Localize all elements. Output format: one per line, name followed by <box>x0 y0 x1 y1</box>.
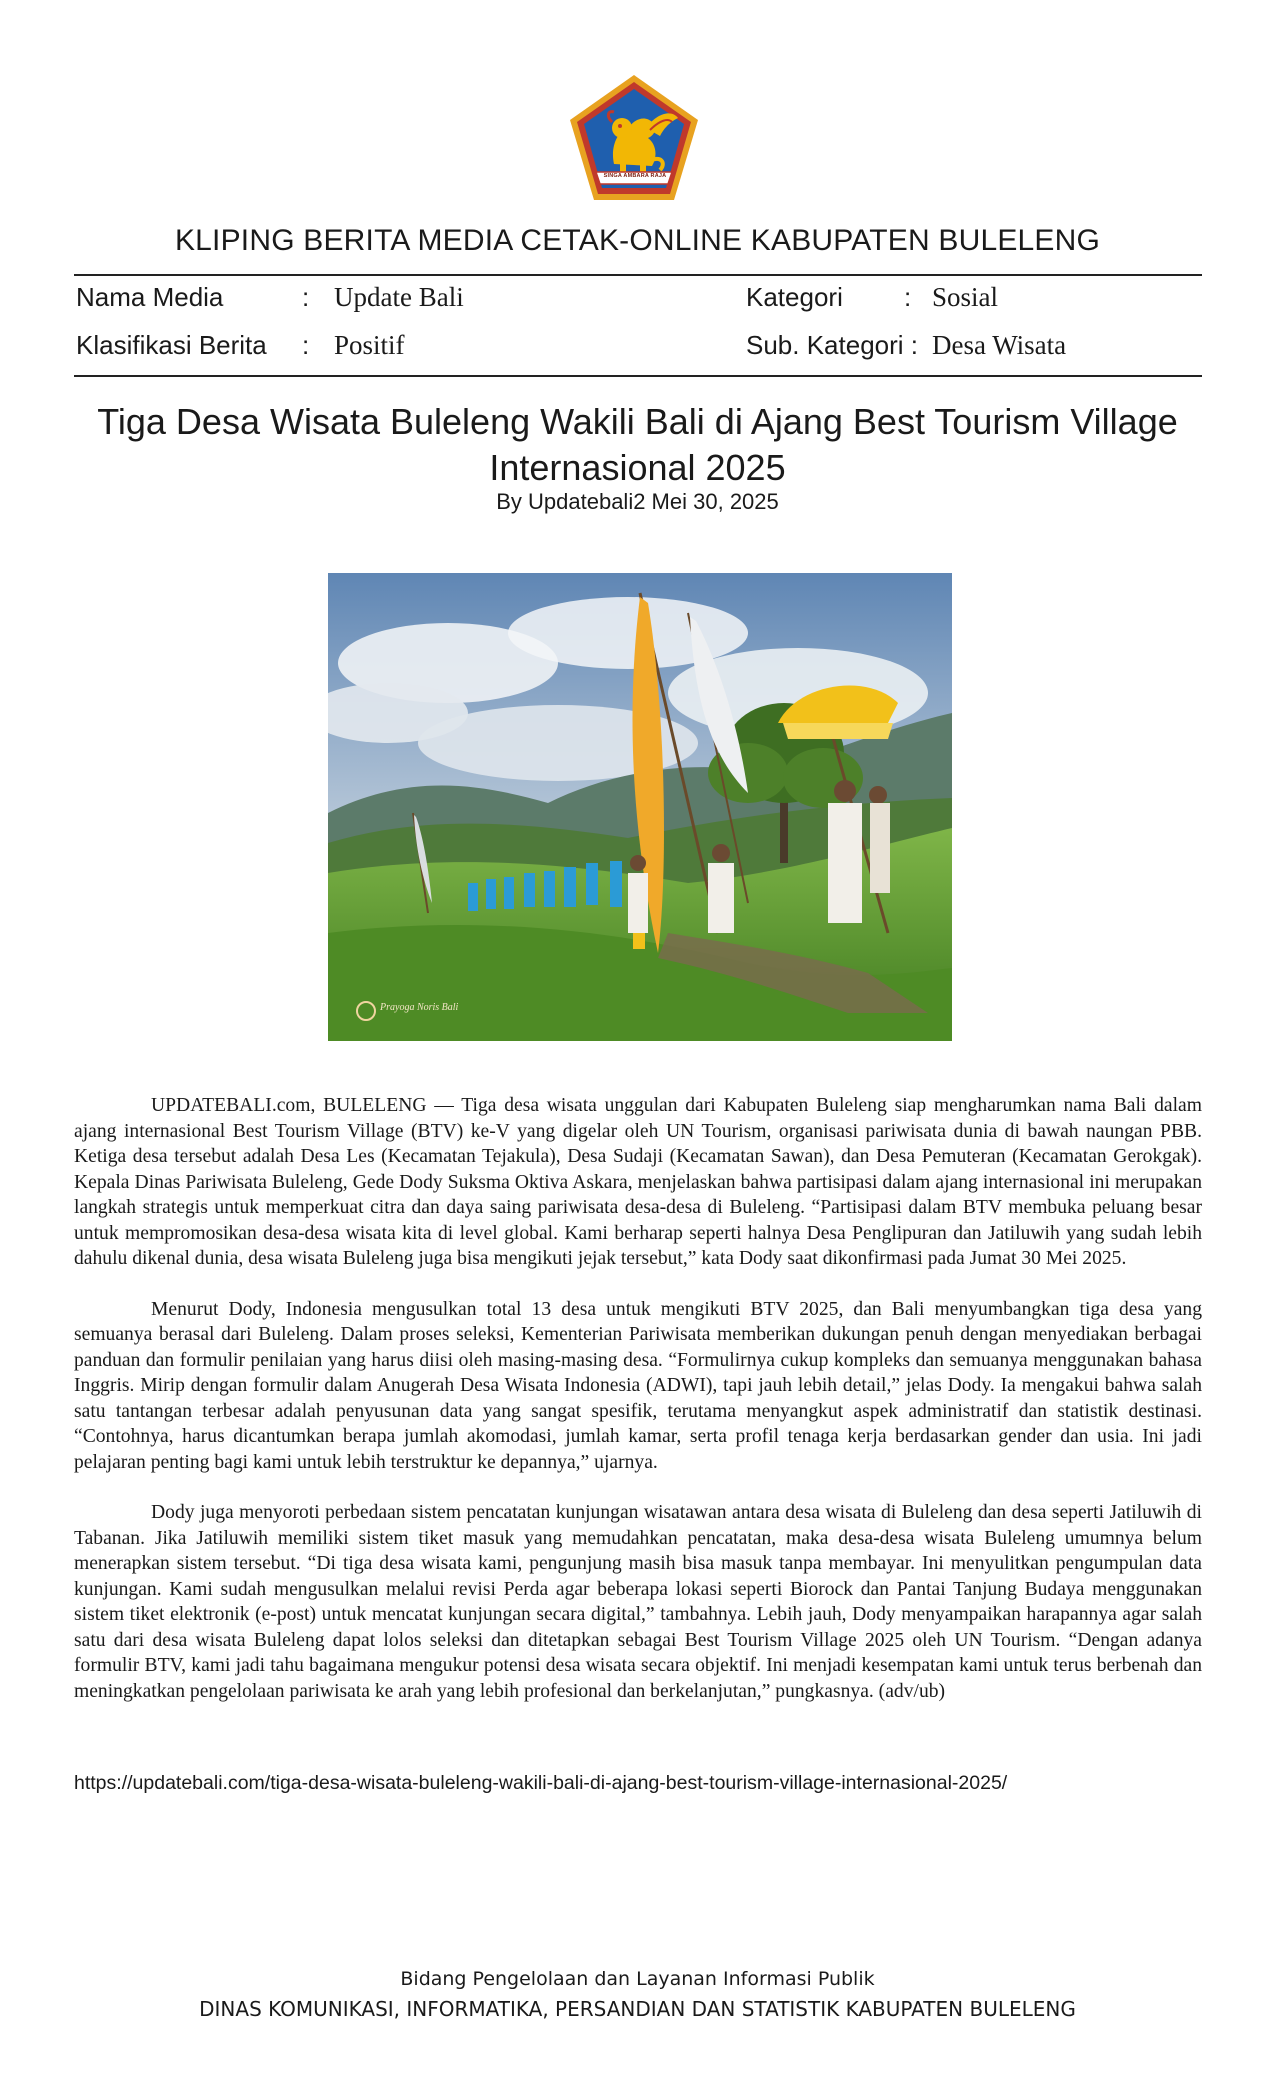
header-rule-bottom <box>74 375 1202 377</box>
meta-colon: : <box>302 282 310 312</box>
buleleng-crest-logo <box>566 72 702 204</box>
kategori-label: Kategori <box>746 282 843 312</box>
meta-row-2 <box>0 330 1275 364</box>
sub-kategori-value: Desa Wisata <box>932 330 1067 360</box>
nama-media-label: Nama Media <box>76 282 224 312</box>
photo-watermark: Prayoga Noris Bali <box>380 1002 459 1013</box>
footer-division: Bidang Pengelolaan dan Layanan Informasi Publik <box>400 1968 875 1990</box>
article-body <box>74 1093 1202 1729</box>
village-procession-photo <box>328 573 952 1041</box>
nama-media-value: Update Bali <box>334 282 464 312</box>
kategori-value: Sosial <box>932 282 999 312</box>
footer-agency: DINAS KOMUNIKASI, INFORMATIKA, PERSANDIAN DAN STATISTIK KABUPATEN BULELENG <box>199 1997 1076 2021</box>
sub-kategori-label: Sub. Kategori : <box>746 330 918 360</box>
article-title: Tiga Desa Wisata Buleleng Wakili Bali di Ajang Best Tourism Village Internasional 2025 <box>97 401 1178 488</box>
crest-motto: SINGA AMBARA RAJA <box>603 173 667 179</box>
header-rule-top <box>74 274 1202 276</box>
source-url-link[interactable]: https://updatebali.com/tiga-desa-wisata-buleleng-wakili-bali-di-ajang-best-tourism-village-internasional-2025/ <box>74 1772 1008 1794</box>
article-paragraph-3: Dody juga menyoroti perbedaan sistem pencatatan kunjungan wisatawan antara desa wisata di Buleleng dan desa seperti Jatiluwih di Tabanan. Jika Jatiluwih memiliki sistem tiket masuk yang memudahkan pencatatan, maka desa-desa wisata Buleleng umumnya belum menerapkan sistem tersebut. “Di tiga desa wisata kami, pengunjung masih bisa masuk tanpa membayar. Ini menyulitkan pengumpulan data kunjungan. Kami sudah mengusulkan melalui revisi Perda agar beberapa lokasi seperti Biorock dan Pantai Tanjung Budaya menggunakan sistem tiket elektronik (e-post) untuk mencatat kunjungan secara digital,” tambahnya. Lebih jauh, Dody menyampaikan harapannya agar salah satu dari desa wisata Buleleng dapat lolos seleksi dan ditetapkan sebagai Best Tourism Village 2025 oleh UN Tourism. “Dengan adanya formulir BTV, kami jadi tahu bagaimana mengukur potensi desa wisata secara objektif. Ini menjadi kesempatan kami untuk terus berbenah dan meningkatkan pengelolaan pariwisata ke arah yang lebih profesional dan berkelanjutan,” pungkasnya. (adv/ub) <box>74 1502 1202 1702</box>
klasifikasi-label: Klasifikasi Berita <box>76 330 267 360</box>
meta-colon: : <box>904 282 912 312</box>
article-photo <box>328 573 952 1041</box>
clipping-header-title: KLIPING BERITA MEDIA CETAK-ONLINE KABUPATEN BULELENG <box>174 224 1101 257</box>
article-byline: By Updatebali2 Mei 30, 2025 <box>496 489 779 514</box>
klasifikasi-value: Positif <box>334 330 405 360</box>
article-paragraph-1: UPDATEBALI.com, BULELENG — Tiga desa wisata unggulan dari Kabupaten Buleleng siap mengharumkan nama Bali dalam ajang internasional Best Tourism Village (BTV) ke-V yang digelar oleh UN Tourism, organisasi pariwisata dunia di bawah naungan PBB. Ketiga desa tersebut adalah Desa Les (Kecamatan Tejakula), Desa Sudaji (Kecamatan Sawan), dan Desa Pemuteran (Kecamatan Gerokgak). Kepala Dinas Pariwisata Buleleng, Gede Dody Suksma Oktiva Askara, menjelaskan bahwa partisipasi dalam ajang internasional ini merupakan langkah strategis untuk memperkuat citra dan daya saing pariwisata desa-desa di Buleleng. “Partisipasi dalam BTV membuka peluang besar untuk mempromosikan desa-desa wisata kita di level global. Kami berharap seperti halnya Desa Penglipuran dan Jatiluwih yang sudah lebih dahulu dikenal dunia, desa wisata Buleleng juga bisa mengikuti jejak tersebut,” kata Dody saat dikonfirmasi pada Jumat 30 Mei 2025. <box>74 1095 1202 1269</box>
singa-ambara-raja-crest-icon <box>566 72 702 204</box>
meta-row-1 <box>0 282 1275 316</box>
meta-colon: : <box>302 330 310 360</box>
article-paragraph-2: Menurut Dody, Indonesia mengusulkan total 13 desa untuk mengikuti BTV 2025, dan Bali menyumbangkan tiga desa yang semuanya berasal dari Buleleng. Dalam proses seleksi, Kementerian Pariwisata memberikan dukungan penuh dengan menyediakan berbagai panduan dan formulir penilaian yang harus diisi oleh masing-masing desa. “Formulirnya cukup kompleks dan semuanya menggunakan bahasa Inggris. Mirip dengan formulir dalam Anugerah Desa Wisata Indonesia (ADWI), tapi jauh lebih detail,” jelas Dody. Ia mengakui bahwa salah satu tantangan terbesar adalah penyusunan data yang sangat spesifik, terutama menyangkut aspek administratif dan statistik destinasi. “Contohnya, harus dicantumkan berapa jumlah akomodasi, jumlah kamar, serta profil tenaga kerja berdasarkan gender dan usia. Ini jadi pelajaran penting bagi kami untuk lebih terstruktur ke depannya,” ujarnya. <box>74 1298 1202 1473</box>
